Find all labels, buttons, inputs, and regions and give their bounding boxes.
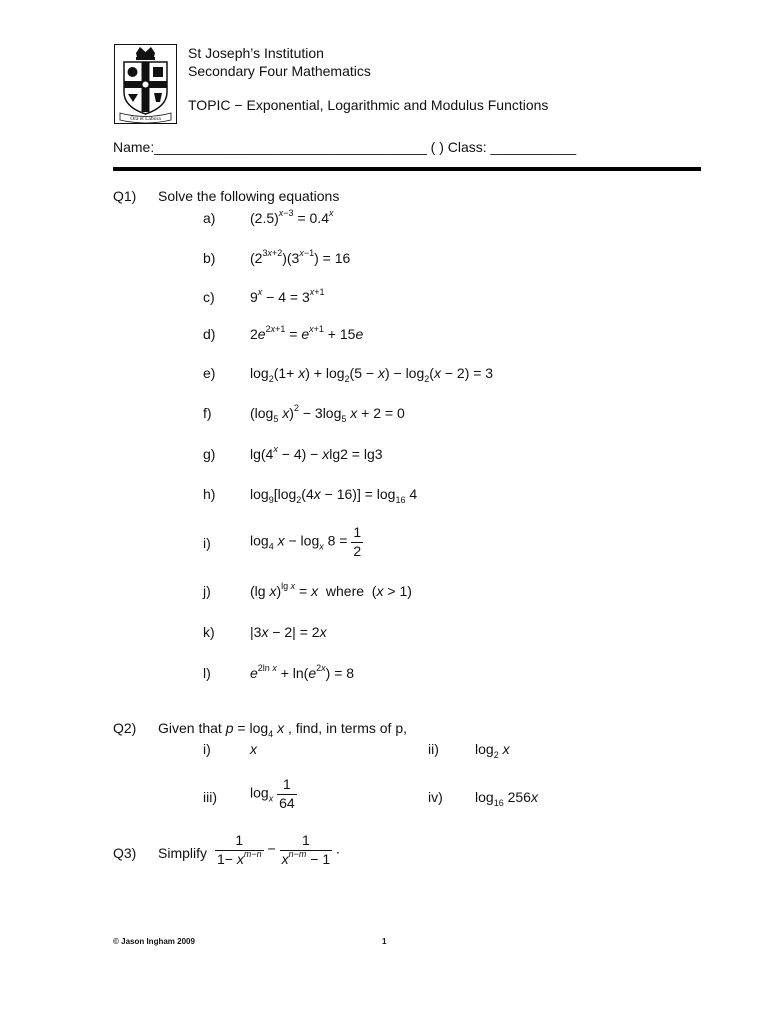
q2-label-i: i) [203, 741, 211, 757]
q3-expression: $\frac{1}{1- x^{m-n}}$ − $\frac{1}{x^{n-m} - 1}$ . [217, 832, 340, 867]
q2-label-iv: iv) [428, 789, 443, 805]
q2-prompt: Given that $p = \log_4 x$ , find, in terms of p, [158, 720, 408, 739]
equation-l: $e^{2ln x} + \ln(e^{2x}) = 8$ [250, 663, 355, 681]
q2-prompt-start: Given that [158, 720, 222, 736]
equation-k: |3x − 2| = 2x [250, 624, 327, 640]
name-class-line: Name:___________________________________ ( ) Class: ___________ [113, 139, 577, 155]
q1-label-f: f) [203, 405, 212, 421]
q1-number: Q1) [113, 188, 137, 204]
q1-label-g: g) [203, 446, 216, 462]
q1-label-e: e) [203, 365, 216, 381]
q1-label-d: d) [203, 326, 216, 342]
equation-d: $2e^{2x+1} = e^{x+1} + 15e$ [250, 324, 364, 342]
q2-label-ii: ii) [428, 741, 439, 757]
q2-expression-ii: $\log_2 x$ [475, 741, 510, 760]
equation-g: $\lg(4^x - 4) - xlg2 = \lg 3$ [250, 444, 383, 462]
equation-j: (lg x)$^{lg x}$ = x where (x > 1) [250, 581, 412, 599]
course-title: Secondary Four Mathematics [188, 63, 371, 79]
equation-h: $\log_9[\log_2(4x - 16)] = \log_{16} 4$ [250, 486, 418, 505]
school-name: St Joseph’s Institution [188, 45, 324, 61]
equation-f: ($\log_5$ $x)^2 - 3\log_5$ x + 2 = 0 [250, 403, 405, 424]
footer-copyright: © Jason Ingham 2009 [113, 937, 195, 946]
q1-label-j: j) [203, 583, 211, 599]
q1-label-c: c) [203, 289, 215, 305]
q2-expression-iv: $\log_{16} 256x$ [475, 789, 538, 808]
crest-motto: Ora et Labora [130, 116, 161, 122]
q2-expression-iii: $\log_x$ $\frac{1}{64}$ [250, 776, 295, 811]
equation-e: $\log_2(1+ x) + \log_2(5 - x) - \log_2(x - 2) = 3$ [250, 365, 494, 384]
where-text: where [325, 583, 365, 599]
q2-number: Q2) [113, 720, 137, 736]
topic-title: TOPIC − Exponential, Logarithmic and Modulus Functions [188, 97, 549, 113]
q1-label-a: a) [203, 210, 216, 226]
equation-a: $(2.5)^{x-3} = 0.4^x$ [250, 208, 334, 226]
q1-label-h: h) [203, 486, 216, 502]
q1-prompt: Solve the following equations [158, 188, 340, 204]
q2-label-iii: iii) [203, 789, 217, 805]
page-number: 1 [382, 937, 387, 946]
q3-number: Q3) [113, 845, 137, 861]
equation-c: $9^x - 4 = 3^{x+1}$ [250, 287, 325, 305]
header-divider [113, 167, 701, 171]
equation-i: $\log_4 x - \log_x 8$ = $\frac{1}{2}$ [250, 524, 362, 559]
q1-label-l: l) [203, 665, 211, 681]
q1-label-k: k) [203, 624, 215, 640]
q2-expression-i: x [250, 741, 257, 757]
equation-b: $(2^{3x+2})(3^{x-1}) = 16$ [250, 248, 351, 266]
q1-label-i: i) [203, 535, 211, 551]
q2-prompt-end: , find, in terms of p, [287, 720, 408, 736]
q3-prompt: Simplify [158, 845, 208, 861]
school-crest-logo [114, 44, 177, 124]
q1-label-b: b) [203, 250, 216, 266]
